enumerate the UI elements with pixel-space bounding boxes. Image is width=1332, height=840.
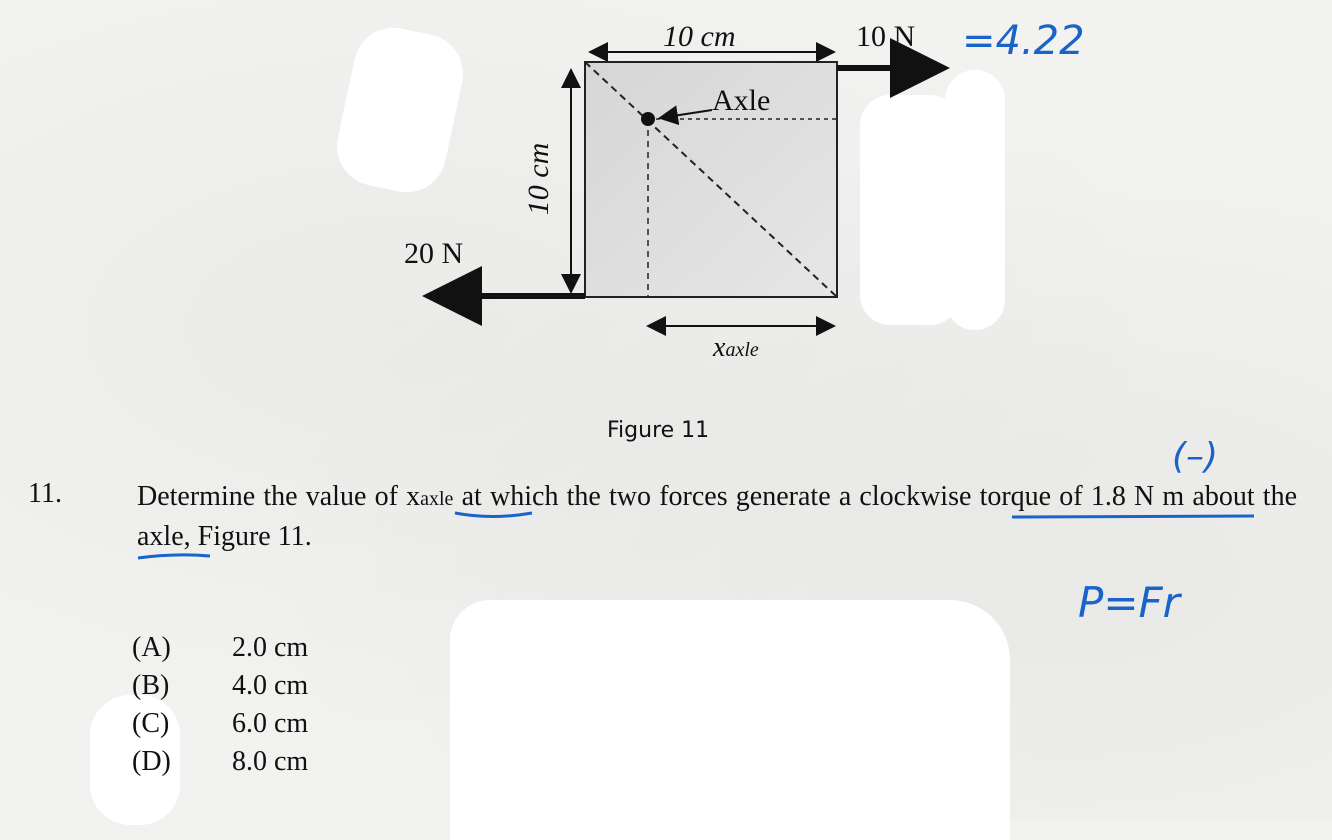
height-label: 10 cm bbox=[522, 142, 556, 216]
force-10n-label: 10 N bbox=[856, 20, 916, 53]
axle-point bbox=[641, 112, 655, 126]
question-text bbox=[137, 478, 1297, 556]
handwritten-result: =4.22 bbox=[962, 18, 1085, 64]
question-text-after: at which the two forces generate a clockwise torque of 1.8 N m about the axle, Figure 11. bbox=[137, 481, 1297, 552]
figure-caption: Figure 11 bbox=[607, 418, 710, 443]
question-text-sub: axle bbox=[420, 488, 454, 510]
x-axle-subscript: axle bbox=[725, 339, 759, 361]
handwritten-sign: (–) bbox=[1172, 436, 1219, 477]
option-letter: (C) bbox=[132, 708, 170, 739]
axle-label: Axle bbox=[712, 84, 771, 117]
option-value: 2.0 cm bbox=[232, 632, 309, 663]
handwritten-formula: P=Fr bbox=[1078, 578, 1180, 627]
width-label: 10 cm bbox=[663, 20, 736, 53]
option-b[interactable] bbox=[132, 670, 308, 702]
option-letter: (D) bbox=[132, 746, 171, 777]
option-letter: (A) bbox=[132, 632, 171, 663]
force-20n-label: 20 N bbox=[404, 237, 464, 270]
question-text-before: Determine the value of x bbox=[137, 481, 421, 512]
option-value: 8.0 cm bbox=[232, 746, 309, 777]
option-letter: (B) bbox=[132, 670, 170, 701]
x-axle-symbol: x bbox=[713, 332, 726, 363]
option-a[interactable] bbox=[132, 632, 308, 664]
option-value: 4.0 cm bbox=[232, 670, 309, 701]
x-axle-label bbox=[713, 332, 759, 364]
option-value: 6.0 cm bbox=[232, 708, 309, 739]
question-number: 11. bbox=[28, 478, 62, 509]
option-d[interactable] bbox=[132, 746, 308, 778]
option-c[interactable] bbox=[132, 708, 308, 740]
